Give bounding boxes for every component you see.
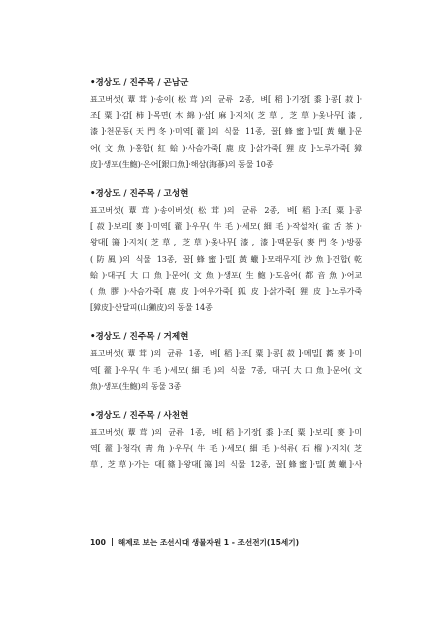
body-line: (防風)의 식물 13종, 꿀[蜂蜜]·밀[黃蠟]·모래무지[沙魚]·건합(乾 bbox=[90, 253, 362, 264]
section-goseong-hyeon bbox=[90, 188, 362, 315]
body-line: 표고버섯(蕈茸)의 균류 1종, 벼[稻]·조[粟]·콩[菽]·메밀[蕎麥]·미 bbox=[90, 348, 362, 359]
section-gonnam-gun bbox=[90, 77, 362, 172]
body-line: 역[藿]·청각(靑角)·우무(牛毛)·세모(細毛)·석류(石榴)·지치(芝 bbox=[90, 443, 362, 454]
body-line: 皮]·생포(生鮑)·은어[銀口魚]·해삼(海蔘)의 동물 10종 bbox=[90, 158, 274, 169]
body-line: 草, 芝草)·가는 대[篠]·왕대[簜]의 식물 12종, 꿀[蜂蜜]·밀[黃蠟]·사 bbox=[90, 459, 362, 470]
body-line: (魚膠)·사슴가죽[鹿皮]·여우가죽[狐皮]·삵가죽[狸皮]·노루가죽 bbox=[90, 286, 362, 297]
body-line: 표고버섯(蕈茸)·송이(松茸)의 균류 2종, 벼[稻]·기장[黍]·콩[菽]· bbox=[90, 94, 362, 104]
page-body bbox=[90, 70, 362, 487]
body-line: 어(文魚)·홍합(紅蛤)·사슴가죽[鹿皮]·삵가죽[狸皮]·노루가죽[獐 bbox=[90, 142, 362, 153]
body-line: [菽]·보리[麥]·미역[藿]·우무(牛毛)·세모(細毛)·작설차(雀舌茶)· bbox=[90, 221, 362, 232]
page-number: 100 bbox=[90, 538, 106, 547]
page-footer bbox=[90, 538, 299, 548]
section-sacheon-hyeon bbox=[90, 410, 362, 473]
body-line: 조[粟]·감[柿]·목면(木綿)·삼[麻]·지치(芝草, 芝草)·옻나무[漆, bbox=[90, 110, 362, 121]
section-geoje-hyeon bbox=[90, 331, 362, 394]
section-heading: •경상도 / 진주목 / 사천현 bbox=[90, 411, 189, 422]
body-line: 漆]·천문동(天門冬)·미역[藿]의 식물 11종, 꿀[蜂蜜]·밀[黃蠟]·문 bbox=[90, 126, 362, 137]
body-line: 역[藿]·우무(牛毛)·세모(細毛)의 식물 7종, 대구[大口魚]·문어(文 bbox=[90, 364, 362, 375]
footer-separator bbox=[112, 538, 113, 546]
body-line: [獐皮]·산달피(山獺皮)의 동물 14종 bbox=[90, 302, 213, 313]
section-heading: •경상도 / 진주목 / 고성현 bbox=[90, 189, 189, 200]
body-line: 표고버섯(蕈茸)의 균류 1종, 벼[稻]·기장[黍]·조[粟]·보리[麥]·미 bbox=[90, 427, 362, 438]
section-heading: •경상도 / 진주목 / 거제현 bbox=[90, 332, 189, 343]
body-line: 왕대[簜]·지치(芝草, 芝草)·옻나무[漆, 漆]·맥문동(麥門冬)·방풍 bbox=[90, 237, 362, 248]
body-line: 蛤)·대구[大口魚]·문어(文魚)·생포(生鮑)·도음어(都音魚)·어교 bbox=[90, 269, 362, 280]
body-line: 표고버섯(蕈茸)·송이버섯(松茸)의 균류 2종, 벼[稻]·조[粟]·콩 bbox=[90, 205, 362, 216]
body-line: 魚)·생포(生鮑)의 동물 3종 bbox=[90, 380, 182, 391]
section-heading: •경상도 / 진주목 / 곤남군 bbox=[90, 78, 189, 88]
book-title: 해제로 보는 조선시대 생물자원 1 - 조선전기(15세기) bbox=[117, 538, 300, 547]
